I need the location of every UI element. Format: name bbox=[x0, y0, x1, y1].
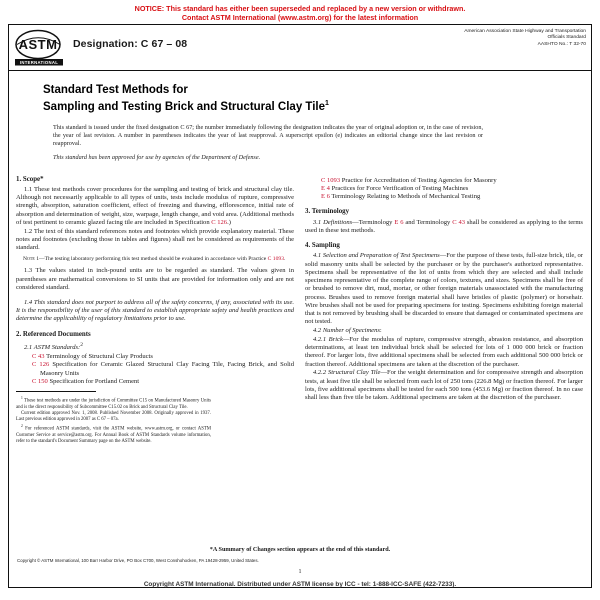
aashto-line-3: AASHTO No.: T 32-70 bbox=[537, 41, 586, 47]
title-line-2: Sampling and Testing Brick and Structural Clay Tile$^1$ bbox=[43, 100, 329, 113]
standard-title: Practice for Accreditation of Testing Agencies for Masonry bbox=[341, 176, 497, 184]
ref-e4[interactable]: E 4 bbox=[321, 184, 330, 192]
standard-title: Specification for Portland Cement bbox=[49, 377, 140, 385]
list-item bbox=[24, 361, 294, 378]
preamble-block bbox=[53, 124, 483, 163]
paragraph-4-2-2: 4.2.2 Structural Clay Tile—For the weight determination and for compressive strength and absorption tests, at least five tile shall be selected from each lot of 250 tons (226.8 Mg) or fraction thereof. For larger lots, five additional specimens shall be tested for each 500 tons (453.6 Mg) or fraction thereof. In no case shall less than five tile be taken. Additional specimens are taken at the discretion of the purchaser. bbox=[305, 369, 583, 402]
svg-text:ASTM: ASTM bbox=[18, 37, 58, 52]
astm-standards-label: 2.1 ASTM Standards:$^2$ bbox=[24, 341, 83, 351]
list-item bbox=[24, 353, 294, 361]
list-item bbox=[24, 378, 294, 386]
ref-e6[interactable]: E 6 bbox=[321, 193, 330, 201]
list-item bbox=[313, 193, 583, 201]
ref-e6-inline[interactable]: E 6 bbox=[394, 218, 404, 226]
summary-of-changes-note: *A Summary of Changes section appears at the end of this standard. bbox=[209, 546, 391, 553]
ref-c126-list[interactable]: C 126 bbox=[32, 361, 50, 369]
paragraph-1-3: 1.3 The values stated in inch-pound units are to be regarded as standard. The values given in parentheses are mathematical conversions to SI units that are provided for information only and are not considered standard. bbox=[16, 267, 294, 291]
designation-label: Designation: C 67 – 08 bbox=[73, 38, 188, 50]
ref-c43-inline[interactable]: C 43 bbox=[452, 218, 465, 226]
paragraph-3-1: 3.1 Definitions—Terminology E 6 and Terminology C 43 shall be considered as applying to the terms used in these test methods. bbox=[305, 218, 583, 234]
aashto-line-1: American Association State Highway and Transportation bbox=[464, 29, 586, 34]
body-columns bbox=[16, 176, 584, 445]
list-item bbox=[313, 177, 583, 185]
footnote-2: $^2$ For referenced ASTM standards, visit the ASTM website, www.astm.org, or contact ASTM Customer Service at service@astm.org. For Annual Book of ASTM Standards volume information, refer to the standard's Document Summary page on the ASTM website. bbox=[16, 424, 211, 444]
ref-c1093-list[interactable]: C 1093 bbox=[321, 176, 341, 184]
document-frame bbox=[8, 24, 592, 588]
standard-title: Specification for Ceramic Glazed Structural Clay Facing Tile, Facing Brick, and Solid Masonry Units bbox=[40, 361, 294, 377]
footnotes-block bbox=[16, 391, 211, 445]
standards-list-left bbox=[16, 353, 294, 386]
standard-title: Terminology of Structural Clay Products bbox=[46, 353, 153, 361]
heading-scope: 1. Scope* bbox=[16, 175, 44, 183]
footnote-1: $^1$ These test methods are under the jurisdiction of Committee C15 on Manufactured Masonry Units and is the direct responsibility of Subcommittee C15.02 on Brick and Structural Clay Tile. bbox=[16, 396, 211, 410]
astm-standards-footnote-marker: 2 bbox=[80, 341, 83, 348]
footnote-edition: Current edition approved Nov. 1, 2008. Published November 2008. Originally approved in 1937. Last previous edition approved in 2007 as C 67 – 07a. bbox=[16, 410, 211, 423]
aashto-block bbox=[376, 29, 586, 48]
heading-terminology: 3. Terminology bbox=[305, 208, 350, 216]
paragraph-4-1: 4.1 Selection and Preparation of Test Specimens—For the purpose of these tests, full-size brick, tile, or solid masonry units shall be selected by the purchaser or by the purchaser's authorized representative. Specimens shall be representative of the lot of units from which they are selected and shall include specimens representative of the complete range of colors, textures, and sizes. Specimens shall be free of or brushed to remove dirt, mud, mortar, or other foreign materials unassociated with the manufacturing process. Brushes used to remove foreign material shall have bristles of plastic (polymer) or horsehair. Wire brushes shall not be used for preparing specimens for testing. Specimens exhibiting foreign material that is not removed by brushing shall be discarded to ensure that damaged or contaminated specimens are not tested. bbox=[305, 252, 583, 326]
left-column bbox=[16, 176, 294, 445]
license-line: Copyright ASTM International. Distributed under ASTM license by ICC - tel: 1-888-ICC-SAFE (422-7233). bbox=[143, 581, 457, 588]
footnote-rule bbox=[16, 391, 96, 392]
preamble-text: This standard is issued under the fixed designation C 67; the number immediately following the designation indicates the year of original adoption or, in the case of revision, the year of last revision. A number in parentheses indicates the year of last reapproval. A superscript epsilon (e) indicates an editorial change since the last revision or reapproval. bbox=[53, 123, 483, 148]
page-title bbox=[43, 83, 591, 114]
aashto-line-2: Officials Standard bbox=[547, 35, 586, 41]
ref-c43[interactable]: C 43 bbox=[32, 353, 45, 361]
standard-title: Terminology Relating to Methods of Mechanical Testing bbox=[331, 193, 481, 201]
notice-line-1: NOTICE: This standard has either been superseded and replaced by a new version or withdrawn. bbox=[134, 4, 466, 13]
right-column bbox=[305, 176, 583, 445]
paragraph-1-2: 1.2 The text of this standard references notes and footnotes which provide explanatory material. These notes and footnotes (excluding those in tables and figures) shall not be considered as requirements of the standard. bbox=[16, 227, 294, 252]
standards-list-right bbox=[305, 177, 583, 202]
masthead bbox=[9, 25, 591, 71]
superseded-notice bbox=[0, 0, 600, 25]
note-label: Note 1 bbox=[23, 256, 40, 263]
standard-title: Practices for Force Verification of Testing Machines bbox=[331, 184, 469, 192]
copyright-line: Copyright © ASTM International, 100 Barr Harbor Drive, PO Box C700, West Conshohocken, PA 19428-2959, United States. bbox=[17, 558, 259, 563]
preamble-approval: This standard has been approved for use by agencies of the Department of Defense. bbox=[53, 154, 261, 162]
title-line-1: Standard Test Methods for bbox=[43, 84, 188, 96]
paragraph-4-2-1: 4.2.1 Brick—For the modulus of rupture, compressive strength, abrasion resistance, and absorption determinations, at least ten individual brick shall be selected for lots of 1 000 000 brick or fraction thereof. For larger lots, five additional specimens shall be selected from each additional 500 000 brick or fraction thereof. Additional specimens are taken at the discretion of the purchaser. bbox=[305, 335, 583, 368]
ref-c126[interactable]: C 126 bbox=[211, 218, 228, 226]
paragraph-1-4: 1.4 This standard does not purport to address all of the safety concerns, if any, associated with its use. It is the responsibility of the user of this standard to establish appropriate safety and health practices and determine the applicability of regulatory limitations prior to use. bbox=[16, 298, 294, 323]
heading-referenced-documents: 2. Referenced Documents bbox=[16, 330, 91, 338]
paragraph-4-2: 4.2 Number of Specimens: bbox=[313, 327, 382, 335]
ref-c150[interactable]: C 150 bbox=[32, 377, 48, 385]
paragraph-1-1: 1.1 These test methods cover procedures for the sampling and testing of brick and structural clay tile. Although not necessarily applicable to all types of units, tests include modulus of rupture, compressive strength, absorption, saturation coefficient, effect of freezing and thawing, efflorescence, initial rate of absorption and determination of weight, size, warpage, length change, and void area. (Additional methods of test pertinent to ceramic glazed facing tile are included in Specification C 126.) bbox=[16, 185, 294, 226]
ref-c1093[interactable]: C 1093 bbox=[267, 256, 284, 263]
title-footnote-marker: 1 bbox=[325, 100, 329, 107]
notice-line-2: Contact ASTM International (www.astm.org) for the latest information bbox=[181, 13, 419, 22]
svg-text:INTERNATIONAL: INTERNATIONAL bbox=[19, 60, 59, 65]
list-item bbox=[313, 185, 583, 193]
note-1: Note 1—The testing laboratory performing this test method should be evaluated in accordance with Practice C 1093. bbox=[23, 256, 286, 263]
title-block bbox=[9, 71, 591, 114]
heading-sampling: 4. Sampling bbox=[305, 242, 340, 250]
page-number: 1 bbox=[298, 569, 302, 575]
astm-logo-icon bbox=[13, 28, 65, 68]
